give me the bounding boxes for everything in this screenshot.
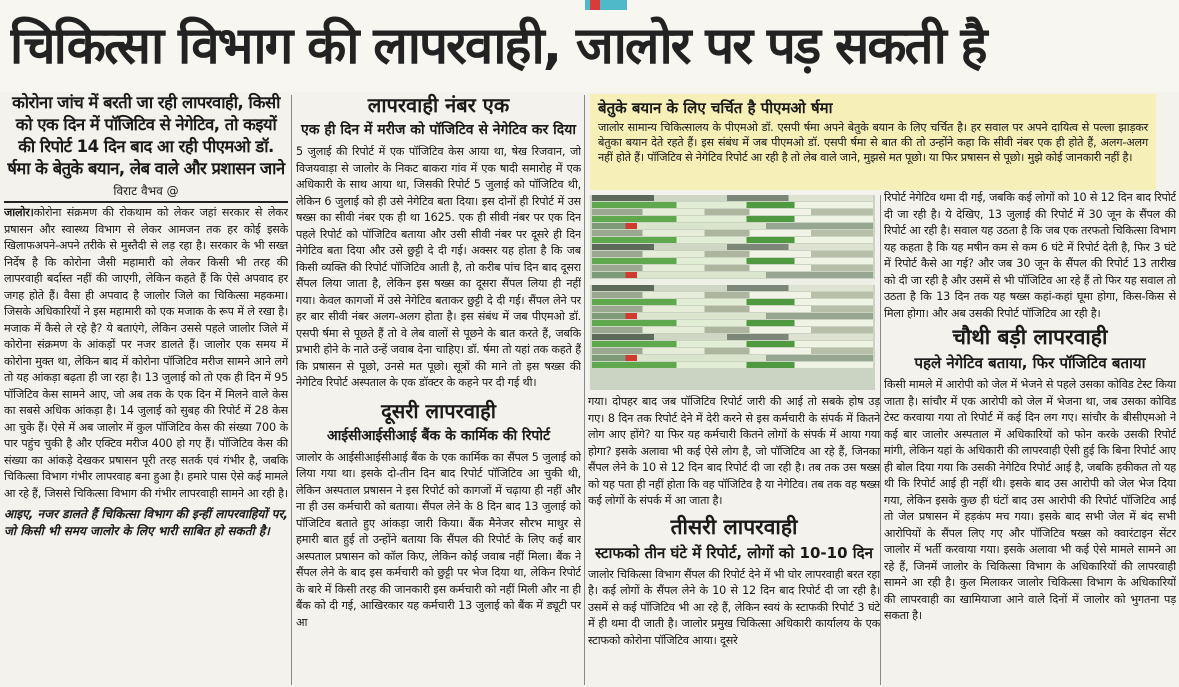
section2-continued: गया। दोपहर बाद जब पॉजिटिव रिपोर्ट जारी की आई तो सबके होष उड़ गए। 8 दिन तक रिपोर्ट देने में देरी करने से इस कर्मचारी के संपर्क में कितने लोग आए होंगे? या फिर यह कर्मचारी कितने लोगों के संपर्क में आया गया होगा? इसके अलावा भी कई ऐसे लोग है, जो पॉजिटिव आ रहे हैं, जिनका सैंपल लेने के 10 से 12 दिन बाद रिपोर्ट दी जा रही है। तब तक उस षख्स को यह पता ही नहीं होता कि वह पॉजिटिव है या नेगेटिव। तब तक वह षख्स कई लोगों के संपर्क में आ जाता है। xyxy=(588,395,880,507)
lead-note: आइए, नजर डालते हैं चिकित्सा विभाग की इन्हीं लापरवाहियों पर, जो किसी भी समय जालोर के लिए भारी साबित हो सकती है। xyxy=(4,507,288,538)
column-rule xyxy=(880,195,881,685)
story-deck: कोरोना जांच में बरती जा रही लापरवाही, किसी को एक दिन में पॉजिटिव से नेगेटिव, तो कइयों की रिपोर्ट 14 दिन बाद आ रही पीएमओ डॉ. र्षमा के बेतुके बयान, लेब वाले और प्रशासन जाने xyxy=(7,93,285,178)
report-sheet-image xyxy=(590,195,875,390)
section2-body: जालोर के आईसीआईसीआई बैंक के एक कार्मिक का सैंपल 5 जुलाई को लिया गया था। इसके दो-तीन दिन बाद रिपोर्ट पॉजिटिव आ चुकी थी, लेकिन अस्पताल प्रषासन ने इस रिपोर्ट को कागजों में चढ़ाया ही नहीं और ना ही उस कर्मचारी को बताया। सैंपल लेने के 8 दिन बाद 13 जुलाई को पॉजिटिव बताते हुए आंकड़ा जारी किया। बैंक मैनेजर सौरभ माथुर से हमारी बात हुई तो उन्होंने बताया कि सैंपल की रिपोर्ट के लिए कई बार अस्पताल प्रषासन को कॉल किए, लेकिन कोई जवाब नहीं मिला। बैंक ने सैंपल लेने के बाद इस कर्मचारी को छुट्टी पर भेज दिया था, लेकिन रिपोर्ट के बारे में किसी तरह की जानकारी इस कर्मचारी को नहीं मिली और ना ही बैंक को दी गई, आखिरकार यह कर्मचारी 13 जुलाई को बैंक में ड्यूटी पर आ xyxy=(296,450,581,629)
section-three-column xyxy=(588,394,880,687)
section-four-column xyxy=(884,190,1176,687)
divider xyxy=(4,201,288,203)
lead-body xyxy=(4,205,288,502)
section3-subtitle: स्टाफको तीन घंटे में रिपोर्ट, लोगों को 10-10 दिन xyxy=(595,543,873,562)
section3-continued: रिपोर्ट नेगेटिव थमा दी गई, जबकि कई लोगों को 10 से 12 दिन बाद रिपोर्ट दी जा रही है। ये देखिए, 13 जुलाई की रिपोर्ट में 30 जून के सैंपल की रिपोर्ट आ रही है। सवाल यह उठता है कि जब एक तरफतो चिकित्सा विभाग यह कहता है कि यह मषीन कम से कम 6 घंटे में रिपोर्ट देती है, फिर 3 घंटे में रिपोर्ट कैसे आ गई? और जब 30 जून के सैंपल की रिपोर्ट 13 तारीख को दी जा रही है और उसमें से भी पॉजिटिव आ रहे हैं तो फिर यह सवाल तो उठता है कि 13 दिन तक यह षख्स कहां-कहां घूमा होगा, किस-किस से मिला होगा। और अब उसकी रिपोर्ट पॉजिटिव आ रही है। xyxy=(884,191,1176,320)
section2-title: दूसरी लापरवाही xyxy=(381,398,496,423)
section4-title: चौथी बड़ी लापरवाही xyxy=(952,325,1108,349)
dateline: जालोर। xyxy=(4,206,34,219)
section4-body: किसी मामले में आरोपी को जेल में भेजने से पहले उसका कोविड टेस्ट किया जाता है। सांचौर में एक आरोपी को जेल में भेजना था, जब उसका कोविड टेस्ट करवाया गया तो रिपोर्ट में कई दिन लग गए। सांचौर के बीसीएमओ ने कई बार जालोर अस्पताल में अधिकारियों को फोन करके उसकी रिपोर्ट मांगी, लेकिन यहां के अधिकारी की लापरवाही ऐसी हुई कि बिना रिपोर्ट आए ही बोल दिया गया कि उसकी नेगेटिव रिपोर्ट आई है, जबकि हकीकत तो यह थी कि रिपोर्ट आई ही नहीं थी। इसके बाद उस आरोपी को जेल भेज दिया गया, लेकिन इसके कुछ ही घंटों बाद उस आरोपी की रिपोर्ट पॉजिटिव आई तो जेल प्रषासन में हड़कंप मच गया। इसके बाद सभी जेल में बंद सभी आरोपियों के सैंपल लिए गए और पॉजिटिव षख्स को क्वारंटाइन सेंटर जालोर में भर्ती करवाया गया। इसके अलावा भी कई ऐसे मामले सामने आ रहे हैं, जिनमें जालोर के चिकित्सा विभाग के अधिकारियों की लापरवाही सामने आ रही है। कुल मिलाकर जालोर चिकित्सा विभाग के अधिकारियों की लापरवाही का खामियाजा आने वाले दिनों में जालोर को भुगतना पड़ सकता है। xyxy=(884,378,1176,622)
box-body: जालोर सामान्य चिकित्सालय के पीएमओ डॉ. एसपी र्षमा अपने बेतुके बयान के लिए चर्चित है। हर सवाल पर अपने दायित्व से पल्ला झाड़कर बेतुका बयान देते रहते हैं। इस संबंध में जब पीएमओ डॉ. एसपी र्षमा से बात की तो उन्होंने कहा कि सीवी नंबर एक ही होते हैं, अलग-अलग नहीं होते हैं। पॉजिटिव से नेगेटिव रिपोर्ट आ रही है तो लेब वाले जाने, मुझसे मत पूछो। या फिर प्रषासन से पूछो। मुझे कोई जानकारी नहीं है। xyxy=(598,121,1148,164)
section2-subtitle: आईसीआईसीआई बैंक के कार्मिक की रिपोर्ट xyxy=(326,427,551,444)
section3-body: जालोर चिकित्सा विभाग सैंपल की रिपोर्ट देने में भी घोर लापरवाही बरत रहा है। कई लोगों के सैंपल लेने के 10 से 12 दिन बाद रिपोर्ट दी जा रही है। उसमें से कई पॉजिटिव भी आ रहे हैं, लेकिन स्वयं के स्टाफकी रिपोर्ट 3 घंटे में ही थमा दी जाती है। जालोर प्रमुख चिकित्सा अधिकारी कार्यालय के एक स्टाफको कोरोना पॉजिटिव आया। दूसरे xyxy=(588,567,880,647)
byline: विराट वैभव @ xyxy=(113,184,179,198)
column-rule xyxy=(584,95,585,685)
section4-subtitle: पहले नेगेटिव बताया, फिर पॉजिटिव बताया xyxy=(914,354,1146,372)
section1-title: लापरवाही नंबर एक xyxy=(367,93,510,117)
lead-column xyxy=(4,92,288,687)
section-one-column xyxy=(296,92,581,687)
section1-subtitle: एक ही दिन में मरीज को पॉजिटिव से नेगेटिव कर दिया xyxy=(301,122,576,138)
lead-body-text: कोरोना संक्रमण की रोकथाम को लेकर जहां सरकार से लेकर प्रषासन और स्वास्थ्य विभाग से लेकर आमजन तक हर कोई इसके खिलाफअपने-अपने तरीके से मुस्तैदी से लड़ रहा है। सरकार के भी सख्त निर्देष है कि कोरोना जैसी महामारी को लेकर किसी भी तरह की लापरवाही बर्दास्त नहीं की जाएगी, लेकिन कहते हैं कि ऐसे अपवाद हर जगह होते हैं। वैसा ही अपवाद है जालोर जिले का चिकित्सा महकमा। जिसके अधिकारियों ने इस महामारी को एक मजाक के रूप में ले रखा है। मजाक में कैसे ले रहे है? ये बताएंगे, लेकिन उससे पहले जालोर जिले में कोरोना संक्रमण के आंकड़ों पर नजर डालते हैं। जालोर एक समय में कोरोना मुक्त था, लेकिन बाद में कोरोना पॉजिटिव मरीज सामने आने लगे तो यह आंकड़ा बढ़ता ही जा रहा है। 13 जुलाई को तो एक ही दिन में 95 पॉजिटिव केस सामने आए, जो अब तक के एक दिन में मिलने वाले केस का सबसे अधिक आंकड़ा है। 14 जुलाई को सुबह की रिपोर्ट में 28 केस आ चुके हैं। ऐसे में अब जालोर में कुल पॉजिटिव केस की संख्या 700 के पार पहुंच चुकी है और एक्टिव मरीज 400 हो गए हैं। पॉजिटिव केस की संख्या का आंकड़े देखकर प्रषासन पूरी तरह सतर्क एवं गंभीर है, जबकि चिकित्सा विभाग गंभीर लापरवाह बना हुआ है। हमारे पास ऐसे कई मामले आ रहे हैं, जिससे चिकित्सा विभाग की गंभीर लापरवाही सामने आ रही है। xyxy=(4,206,288,500)
section1-body: 5 जुलाई की रिपोर्ट में एक पॉजिटिव केस आया था, षेख रिजवान, जो विजयवाड़ा से जालोर के निकट बाकरा गांव में एक षादी समारोह में एक अधिकारी के साथ आया था, जिसकी रिपोर्ट 5 जुलाई को पॉजिटिव थी, लेकिन 6 जुलाई को ही उसे नेगेटिव बता दिया। इस दोनों ही रिपोर्ट में उस षख्स का सीवी नंबर एक ही था 1625. एक ही सीवी नंबर पर एक दिन पहले रिपोर्ट को पॉजिटिव बताया और उसी सीवी नंबर पर दूसरे ही दिन नेगेटिव बता दिया और उसे छुट्टी दे दी गई। अक्सर यह होता है कि जब किसी व्यक्ति की रिपोर्ट पॉजिटिव आती है, तो करीब पांच दिन बाद दूसरा सैंपल लिया जाता है, लेकिन इस षख्स का दूसरा सैंपल लिया ही नहीं गया। केवल कागजों में उसे नेगेटिव बताकर छुट्टी दे दी गई। सैंपल लेने पर हर बार सीवी नंबर अलग-अलग होता है। इस संबंध में जब पीएमओ डॉ. एसपी र्षमा से पूछते हैं तो वे लेब वालों से पूछने के बात करते हैं, जबकि प्रभारी होने के नाते उन्हें जवाब देना चाहिए। डॉ. र्षमा तो यहां तक कहते हैं कि प्रषासन से पूछो, उनसे मत पूछो। सूत्रों की माने तो इस षख्स की नेगेटिव रिपोर्ट अस्पताल के एक डॉक्टर के कहने पर दी गई थी। xyxy=(296,145,581,389)
column-rule xyxy=(291,95,292,685)
section3-title: तीसरी लापरवाही xyxy=(670,514,798,539)
pmo-statement-box xyxy=(590,94,1156,190)
headline: चिकित्सा विभाग की लापरवाही, जालोर पर पड़ सकती है xyxy=(10,17,986,76)
box-title: बेतुके बयान के लिए चर्चित है पीएमओ र्षमा xyxy=(598,99,833,117)
